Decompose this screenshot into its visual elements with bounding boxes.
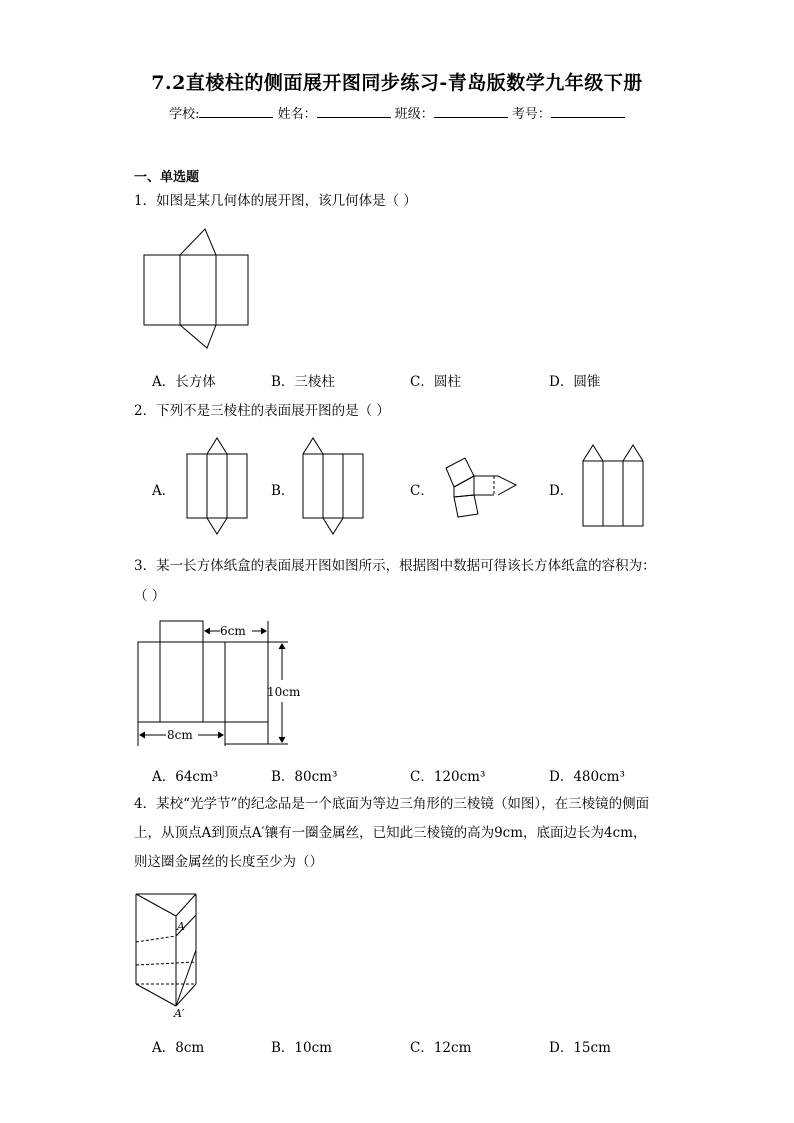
school-blank[interactable] bbox=[199, 105, 273, 118]
q4-option-a[interactable]: A．8cm bbox=[152, 1040, 205, 1056]
q3-top-flap bbox=[160, 621, 203, 642]
question-2-text: 2．下列不是三棱柱的表面展开图的是（ ） bbox=[134, 403, 390, 419]
q2-option-a-letter[interactable]: A． bbox=[152, 483, 176, 499]
question-3-text: 3．某一长方体纸盒的表面展开图如图所示，根据图中数据可得该长方体纸盒的容积为： bbox=[134, 558, 656, 574]
section-title: 一、单选题 bbox=[134, 170, 200, 185]
student-info-line bbox=[0, 103, 794, 122]
q1-option-d[interactable]: D．圆锥 bbox=[549, 374, 601, 390]
q2-option-c-figure[interactable] bbox=[440, 455, 520, 521]
class-label: 班级： bbox=[394, 107, 434, 122]
question-4-line-3: 则这圈金属丝的长度至少为（） bbox=[134, 854, 323, 870]
q4-option-c[interactable]: C．12cm bbox=[410, 1040, 472, 1056]
question-4-line-1: 4．某校“光学节”的纪念品是一个底面为等边三角形的三棱镜（如图），在三棱镜的侧面 bbox=[134, 796, 650, 812]
question-4-text bbox=[134, 790, 674, 877]
q1-option-b[interactable]: B．三棱柱 bbox=[271, 374, 335, 390]
q4-option-d[interactable]: D．15cm bbox=[549, 1040, 611, 1056]
question-1-text: 1．如图是某几何体的展开图，该几何体是（ ） bbox=[134, 193, 417, 209]
q1-option-c[interactable]: C．圆柱 bbox=[410, 374, 461, 390]
q3-option-b[interactable]: B．80cm³ bbox=[271, 769, 338, 785]
class-blank[interactable] bbox=[434, 105, 508, 118]
q3-option-d[interactable]: D．480cm³ bbox=[549, 769, 625, 785]
question-3-paren: （ ） bbox=[134, 588, 166, 604]
name-blank[interactable] bbox=[317, 105, 391, 118]
q3-label-top: 6cm bbox=[220, 624, 246, 638]
number-label: 考号： bbox=[511, 107, 551, 122]
q2-option-d-figure[interactable] bbox=[582, 443, 646, 529]
q3-bottom-flap bbox=[225, 722, 268, 744]
q1-net-figure bbox=[140, 225, 252, 351]
q1-top-triangle bbox=[180, 229, 216, 255]
q2-option-d-letter[interactable]: D． bbox=[549, 483, 574, 499]
page-title: 7.2直棱柱的侧面展开图同步练习-青岛版数学九年级下册 bbox=[151, 72, 643, 94]
q1-bottom-triangle bbox=[180, 325, 216, 348]
q3-option-a[interactable]: A．64cm³ bbox=[152, 769, 219, 785]
question-4-line-2: 上，从顶点A到顶点A′镶有一圈金属丝，已知此三棱镜的高为9cm，底面边长为4cm， bbox=[134, 825, 647, 841]
q2-option-b-figure[interactable] bbox=[302, 436, 366, 536]
q3-option-c[interactable]: C．120cm³ bbox=[410, 769, 486, 785]
q2-option-c-letter[interactable]: C． bbox=[410, 483, 434, 499]
q1-net-rectangles bbox=[144, 255, 248, 325]
number-blank[interactable] bbox=[551, 105, 625, 118]
q3-label-right: 10cm bbox=[267, 685, 301, 699]
q4-point-a-prime: A′ bbox=[174, 1007, 185, 1020]
q4-option-b[interactable]: B．10cm bbox=[271, 1040, 332, 1056]
q3-box-net-figure bbox=[136, 618, 316, 750]
school-label: 学校: bbox=[169, 107, 200, 122]
name-label: 姓名： bbox=[277, 107, 317, 122]
q3-label-bottom: 8cm bbox=[167, 728, 193, 742]
q1-option-a[interactable]: A．长方体 bbox=[152, 374, 216, 390]
q4-point-a: A bbox=[177, 920, 185, 933]
q2-option-b-letter[interactable]: B． bbox=[271, 483, 295, 499]
q2-option-a-figure[interactable] bbox=[186, 436, 250, 536]
q4-prism-figure bbox=[132, 890, 204, 1020]
